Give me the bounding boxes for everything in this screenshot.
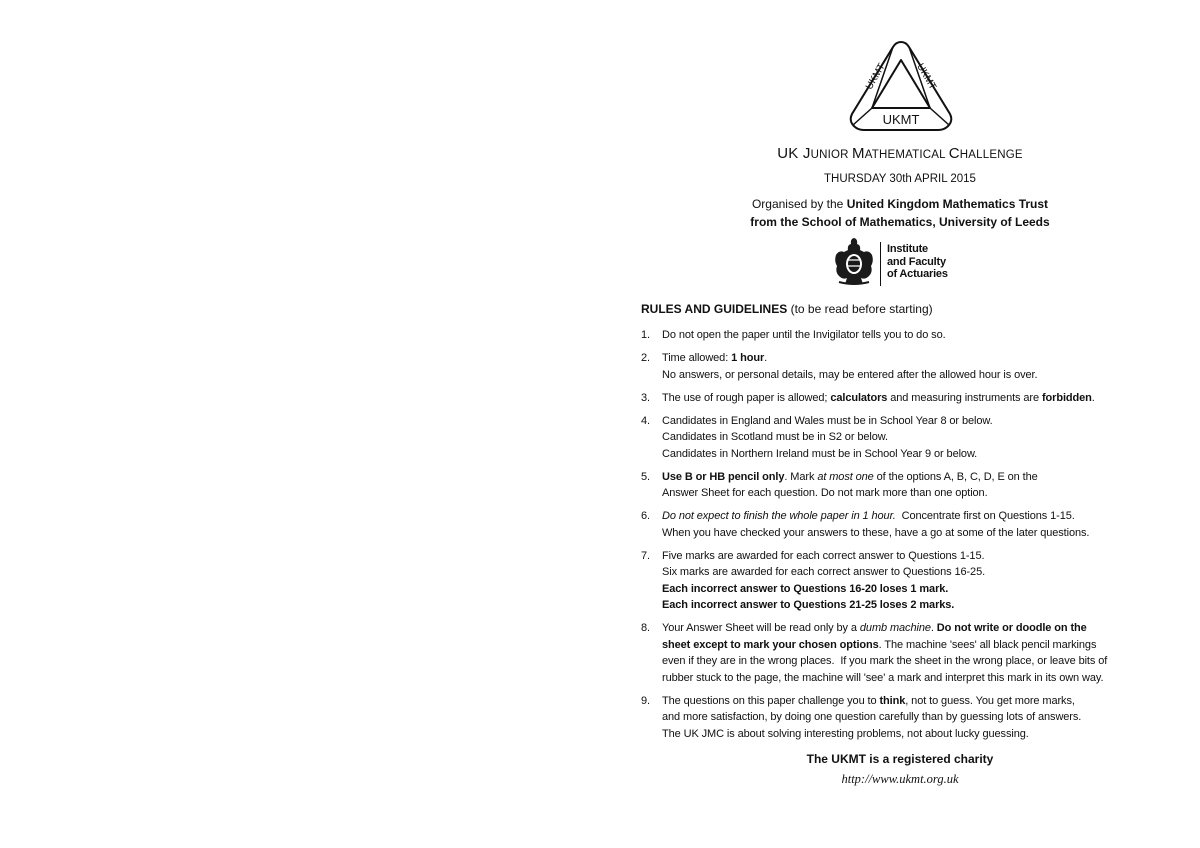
rule-line xyxy=(662,564,1166,581)
rule-text-segment: forbidden xyxy=(1041,391,1092,404)
rule-item xyxy=(641,469,1166,502)
ifoa-crest-icon xyxy=(833,236,875,286)
rule-text-segment: Candidates in England and Wales must be in School Year 8 or below. xyxy=(662,414,993,427)
rule-text xyxy=(662,413,1166,463)
rule-text-segment: and measuring instruments are xyxy=(887,391,1042,404)
rule-item xyxy=(641,350,1166,383)
rule-text-segment: dumb machine xyxy=(859,622,931,634)
rule-number: 4. xyxy=(641,414,650,427)
rule-text-segment: Candidates in Northern Ireland must be in School Year 9 or below. xyxy=(662,447,978,460)
rule-item xyxy=(641,508,1166,541)
page-title xyxy=(640,145,1160,162)
rule-text-segment: . xyxy=(930,622,937,634)
rule-line xyxy=(662,581,1166,598)
rule-item xyxy=(641,548,1166,614)
rule-text-segment: and more satisfaction, by doing one question carefully than by guessing lots of answers. xyxy=(662,711,1082,723)
logo-text-bottom: UKMT xyxy=(882,112,920,127)
rule-text-segment: . xyxy=(1091,391,1095,404)
rule-number: 8. xyxy=(641,622,650,634)
rule-text-segment: . xyxy=(764,352,768,364)
rule-text-segment: Five marks are awarded for each correct answer to Questions 1-15. xyxy=(662,549,985,562)
rule-text xyxy=(662,469,1166,502)
charity-notice: The UKMT is a registered charity xyxy=(806,752,994,766)
rule-line xyxy=(662,390,1166,407)
rule-text-segment: The questions on this paper challenge you to xyxy=(662,694,880,707)
rule-line xyxy=(662,446,1166,463)
rule-text-segment: , not to guess. You get more marks, xyxy=(905,694,1075,707)
rule-text-segment: Answer Sheet for each question. Do not mark more than one option. xyxy=(662,487,988,499)
rules-list xyxy=(641,327,1166,749)
rule-text-segment: rubber stuck to the page, the machine will 'see' a mark and interpret this mark in its own way. xyxy=(662,671,1104,684)
rule-line xyxy=(662,637,1166,654)
rule-number: 9. xyxy=(641,694,650,707)
rule-number: 1. xyxy=(641,329,650,341)
rule-line xyxy=(662,693,1166,710)
rule-line xyxy=(662,429,1166,446)
rule-text-segment: of the options A, B, C, D, E on the xyxy=(873,470,1038,483)
rule-line xyxy=(662,367,1166,384)
title-part-1: UK JUNIOR xyxy=(777,145,853,162)
rule-text-segment: Use B or HB pencil only xyxy=(662,470,785,483)
rule-item xyxy=(641,620,1166,686)
rule-text xyxy=(662,508,1166,541)
rule-number: 6. xyxy=(641,510,650,522)
rule-text-segment: sheet except to mark your chosen options xyxy=(662,638,879,651)
rule-text-segment: at most one xyxy=(817,470,874,483)
rules-heading: RULES AND GUIDELINES (to be read before starting) xyxy=(641,302,933,316)
rule-text xyxy=(662,327,1166,344)
ukmt-triangle-logo-icon xyxy=(848,40,954,135)
rule-line xyxy=(662,548,1166,565)
rule-line xyxy=(662,413,1166,430)
rule-text-segment: Candidates in Scotland must be in S2 or below. xyxy=(662,431,888,443)
title-part-3: CHALLENGE xyxy=(948,145,1023,162)
rule-number: 3. xyxy=(641,391,650,404)
rule-text-segment: calculators xyxy=(830,391,888,404)
rule-text-segment: Do not open the paper until the Invigilator tells you to do so. xyxy=(662,329,946,341)
rule-text-segment: Your Answer Sheet will be read only by a xyxy=(662,622,860,634)
rule-text-segment: even if they are in the wrong places. If you mark the sheet in the wrong place, or leave bits of xyxy=(662,655,1108,667)
title-part-2: MATHEMATICAL xyxy=(852,145,949,162)
rule-text-segment: When you have checked your answers to these, have a go at some of the later questions. xyxy=(662,526,1090,539)
rule-line xyxy=(662,327,1166,344)
organiser-line-2: from the School of Mathematics, University of Leeds xyxy=(750,215,1050,229)
rule-text-segment: Each incorrect answer to Questions 21-25 loses 2 marks. xyxy=(662,599,955,611)
sponsor-name: Institute and Faculty of Actuaries xyxy=(887,243,948,280)
rule-text-segment: The UK JMC is about solving interesting problems, not about lucky guessing. xyxy=(662,727,1029,740)
rule-item xyxy=(641,693,1166,743)
rule-line xyxy=(662,709,1166,726)
rule-text xyxy=(662,620,1166,686)
rule-line xyxy=(662,350,1166,367)
rule-number: 7. xyxy=(641,549,650,562)
rule-line xyxy=(662,670,1166,687)
website-url: http://www.ukmt.org.uk xyxy=(841,772,959,786)
rule-line xyxy=(662,485,1166,502)
rule-item xyxy=(641,327,1166,344)
rule-line xyxy=(662,620,1166,637)
rule-text xyxy=(662,548,1166,614)
rule-text-segment: Six marks are awarded for each correct answer to Questions 16-25. xyxy=(662,566,986,578)
rule-text xyxy=(662,350,1166,383)
rule-number: 2. xyxy=(641,352,650,364)
rule-text-segment: 1 hour xyxy=(731,352,765,364)
logo-text-left: UKMT xyxy=(863,61,888,92)
rule-number: 5. xyxy=(641,470,650,483)
rule-line xyxy=(662,597,1166,614)
rule-line xyxy=(662,653,1166,670)
rule-text-segment: Time allowed: xyxy=(662,352,732,364)
rule-text xyxy=(662,693,1166,743)
rule-line xyxy=(662,525,1166,542)
rule-text-segment: think xyxy=(879,694,906,707)
rule-text-segment: Do not write or doodle on the xyxy=(936,622,1087,634)
rule-item xyxy=(641,390,1166,407)
organiser-line-1: Organised by the United Kingdom Mathematics Trust xyxy=(751,197,1049,211)
rule-item xyxy=(641,413,1166,463)
rule-text-segment: The use of rough paper is allowed; xyxy=(662,391,831,404)
exam-date: THURSDAY 30th APRIL 2015 xyxy=(824,173,976,185)
rule-line xyxy=(662,508,1166,525)
rule-line xyxy=(662,469,1166,486)
rule-line xyxy=(662,726,1166,743)
rule-text-segment: Each incorrect answer to Questions 16-20 loses 1 mark. xyxy=(662,582,949,595)
sponsor-divider xyxy=(880,242,881,286)
rule-text xyxy=(662,390,1166,407)
rule-text-segment: . Mark xyxy=(784,470,818,483)
rule-text-segment: No answers, or personal details, may be entered after the allowed hour is over. xyxy=(662,368,1038,381)
rule-text-segment: Do not expect to finish the whole paper in 1 hour. xyxy=(662,510,896,522)
organiser-block xyxy=(640,195,1160,231)
rule-text-segment: . The machine 'sees' all black pencil markings xyxy=(878,638,1097,651)
rule-text-segment: Concentrate first on Questions 1-15. xyxy=(895,510,1075,522)
logo-text-right: UKMT xyxy=(914,61,939,92)
sponsor-logo xyxy=(833,236,983,288)
